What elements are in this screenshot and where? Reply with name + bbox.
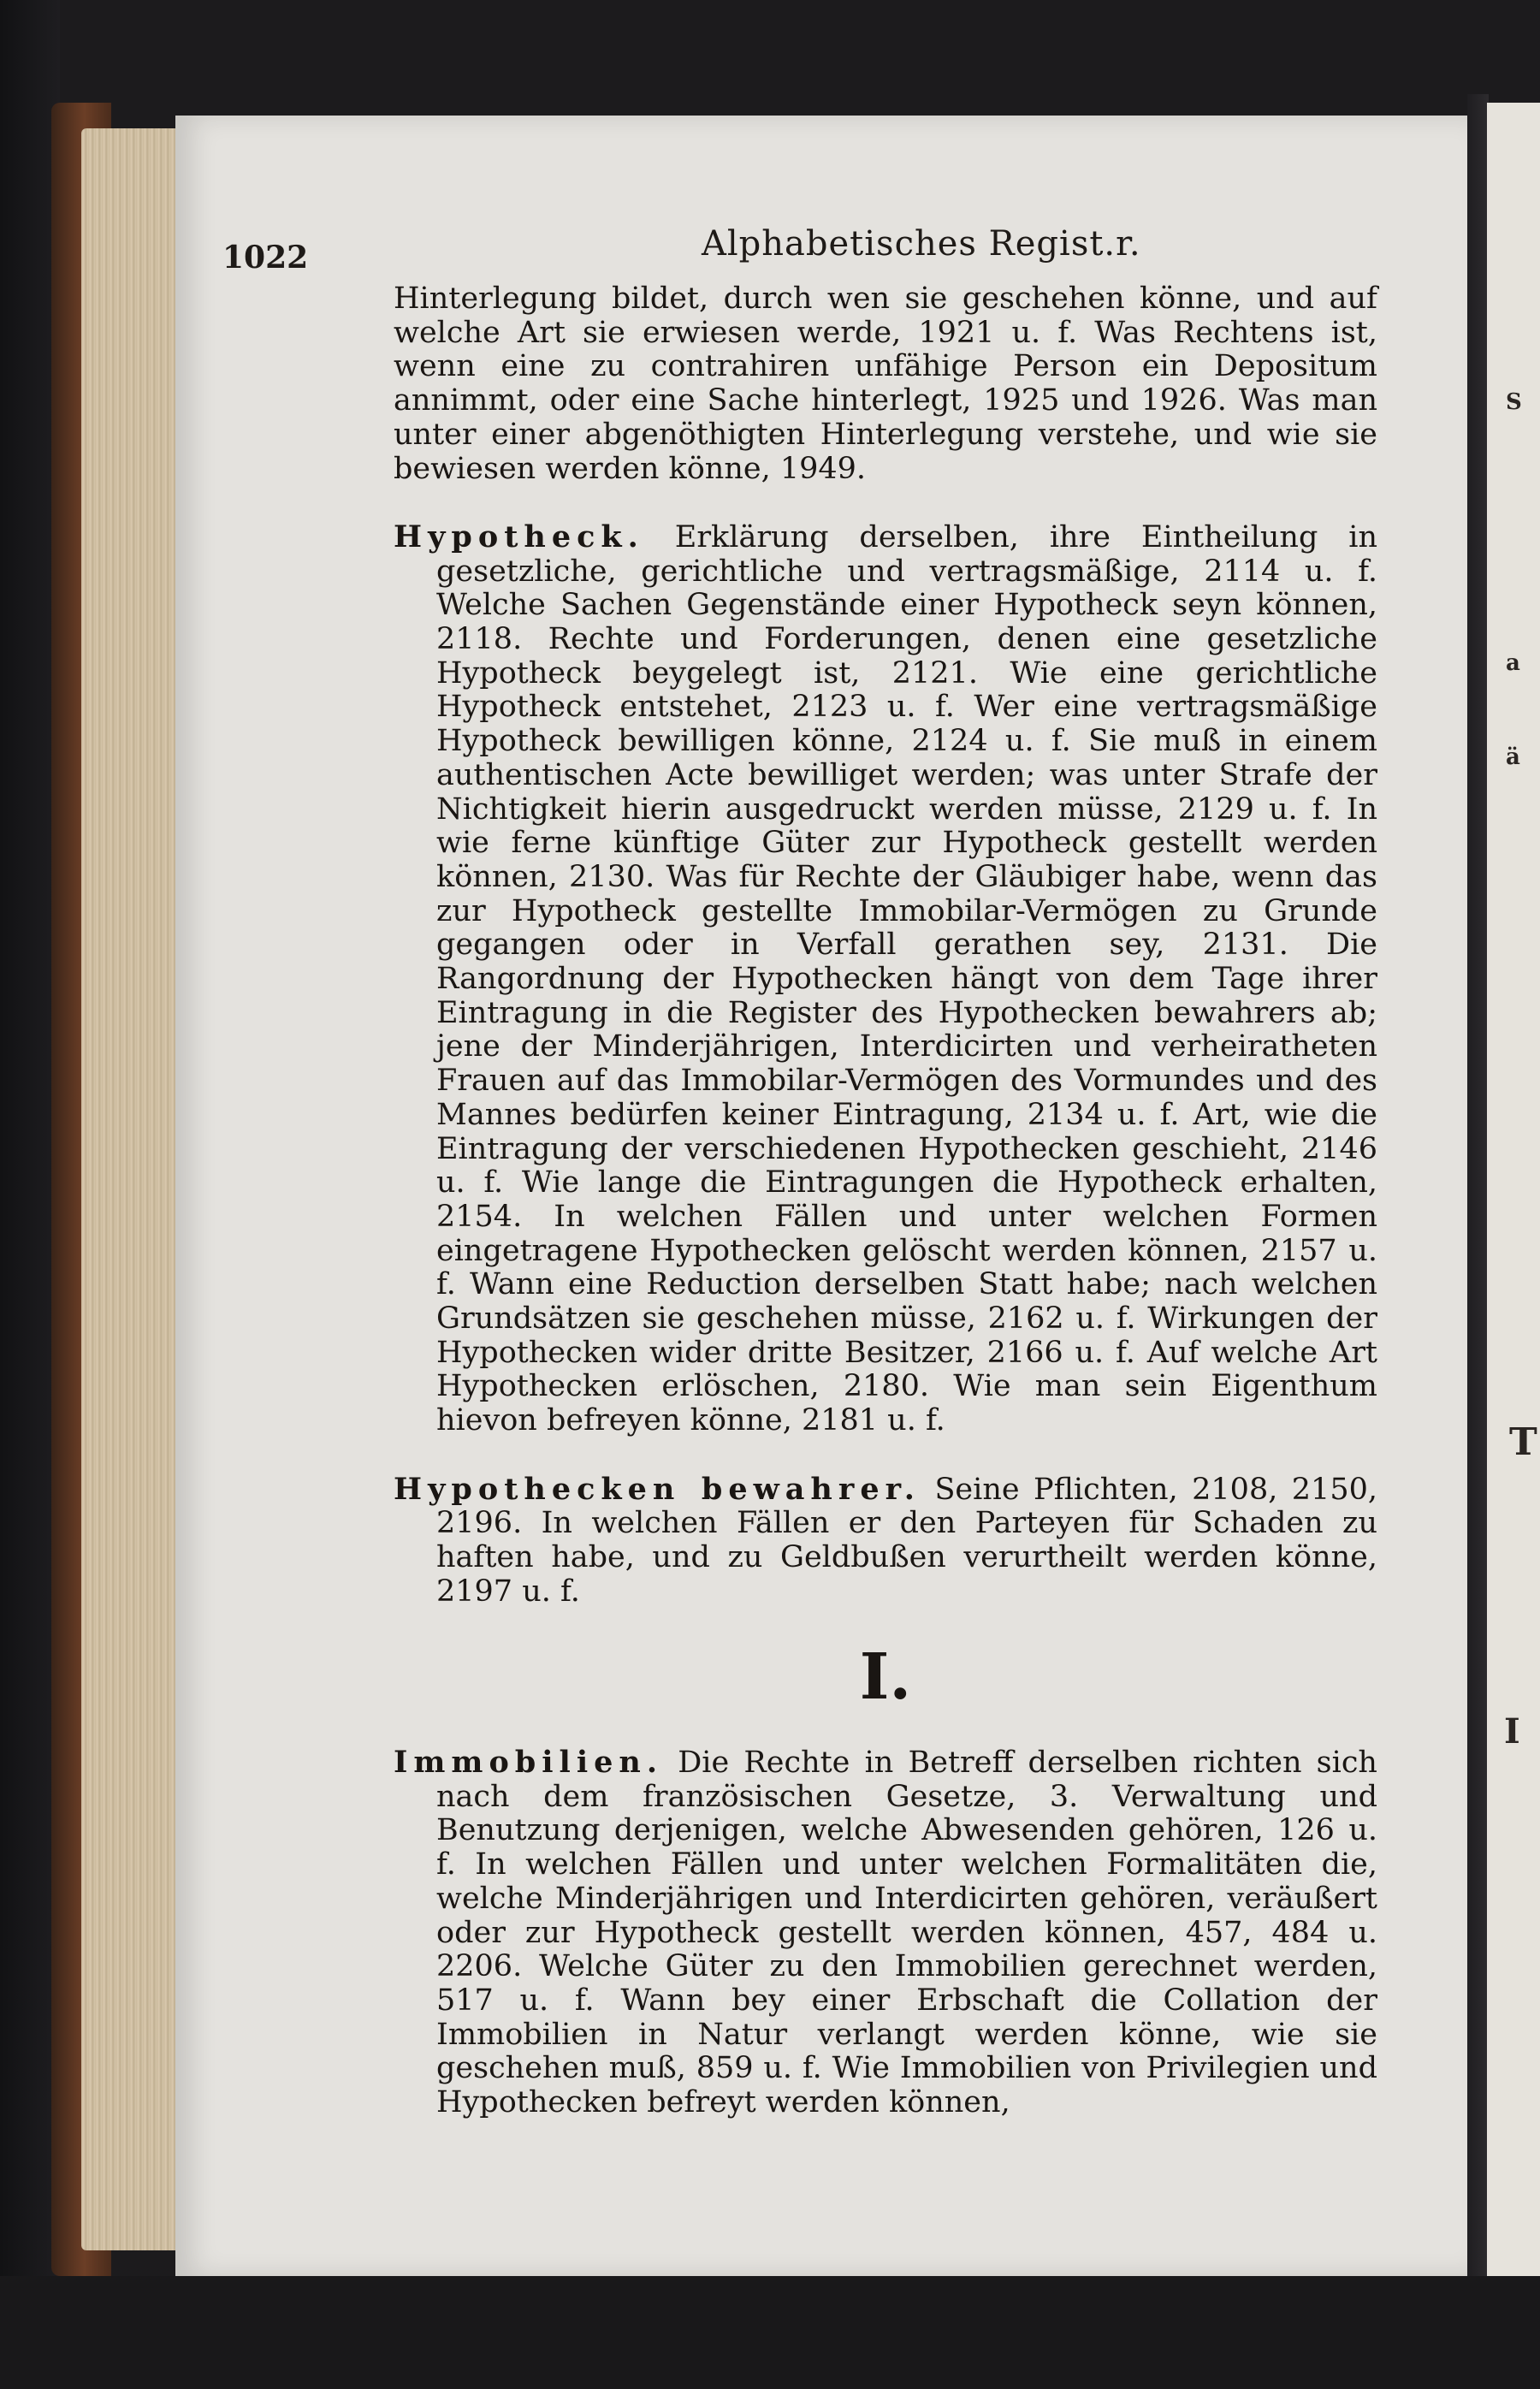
entry-headword: Immobilien. xyxy=(394,1745,664,1781)
facing-page-mark: T xyxy=(1509,1420,1537,1464)
index-entry xyxy=(394,1473,1377,1609)
facing-page-edge xyxy=(1487,103,1540,2293)
page-edges xyxy=(81,128,184,2250)
facing-page-mark: I xyxy=(1504,1711,1520,1752)
page-number: 1022 xyxy=(222,240,309,276)
index-entry xyxy=(394,520,1377,1438)
entry-text: Erklärung derselben, ihre Eintheilung in gesetzliche, gerichtliche und vertragsmäßige, 2114 u. f. Welche Sachen Gegenstände einer Hypotheck seyn können, 2118. Rechte und Forderungen, denen eine gesetzliche Hypotheck beygelegt ist, 2121. Wie eine gerichtliche Hypotheck entstehet, 2123 u. f. Wer eine vertragsmäßige Hypotheck bewilligen könne, 2124 u. f. Sie muß in einem authentischen Acte bewilliget werden; was unter Strafe der Nichtigkeit hierin ausgedruckt werden müsse, 2129 u. f. In wie ferne künftige Güter zur Hypotheck gestellt werden können, 2130. Was für Rechte der Gläubiger habe, wenn das zur Hypotheck gestellte Immobilar-Vermögen zu Grunde gegangen oder in Verfall gerathen sey, 2131. Die Rangordnung der Hypothecken hängt von dem Tage ihrer Eintragung in die Register des Hypothecken bewahrers ab; jene der Minderjährigen, Interdicirten und verheiratheten Frauen auf das Immobilar-Vermögen des Vormundes und des Mannes bedürfen keiner Eintragung, 2134 u. f. Art, wie die Eintragung der verschiedenen Hypothecken geschieht, 2146 u. f. Wie lange die Eintragungen die Hypotheck erhalten, 2154. In welchen Fällen und unter welchen Formen eingetragene Hypothecken gelöscht werden können, 2157 u. f. Wann eine Reduction derselben Statt habe; nach welchen Grundsätzen sie geschehen müsse, 2162 u. f. Wirkungen der Hypothecken wider dritte Besitzer, 2166 u. f. Auf welche Art Hypothecken erlöschen, 2180. Wie man sein Eigenthum hievon befreyen könne, 2181 u. f. xyxy=(436,519,1377,1438)
index-entry xyxy=(394,1746,1377,2120)
entry-text: Die Rechte in Betreff derselben richten sich nach dem französischen Gesetze, 3. Verwaltung und Benutzung derjenigen, welche Abwesenden gehören, 126 u. f. In welchen Fällen und unter welchen Formalitäten die, welche Minderjährigen und Interdicirten gehören, veräußert oder zur Hypotheck gestellt werden können, 457, 484 u. 2206. Welche Güter zu den Immobilien gerechnet werden, 517 u. f. Wann bey einer Erbschaft die Collation der Immobilien in Natur verlangt werden könne, wie sie geschehen muß, 859 u. f. Wie Immobilien von Privilegien und Hypothecken befreyt werden können, xyxy=(436,1746,1377,2120)
facing-page-mark: a xyxy=(1506,650,1520,676)
entry-text: Seine Pflichten, 2108, 2150, 2196. In welchen Fällen er den Parteyen für Schaden zu haften habe, und zu Geldbußen verurtheilt werden könne, 2197 u. f. xyxy=(436,1472,1377,1609)
section-letter-heading: I. xyxy=(859,1640,912,1715)
book-gutter xyxy=(1467,94,1489,2302)
entry-headword: Hypotheck. xyxy=(394,519,644,554)
index-entry xyxy=(394,282,1377,486)
index-text-block xyxy=(394,282,1377,2155)
running-head: Alphabetisches Regist.r. xyxy=(702,224,1141,264)
facing-page-mark: ä xyxy=(1506,744,1520,770)
background-bottom xyxy=(0,2276,1540,2389)
entry-headword: Hypothecken bewahrer. xyxy=(394,1471,921,1507)
entry-text: Hinterlegung bildet, durch wen sie geschehen könne, und auf welche Art sie erwiesen werde, 1921 u. f. Was Rechtens ist, wenn eine zu contrahiren unfähige Person ein Depositum annimmt, oder eine Sache hinterlegt, 1925 und 1926. Was man unter einer abgenöthigten Hinterlegung verstehe, und wie sie bewiesen werden könne, 1949. xyxy=(394,282,1377,486)
facing-page-mark: S xyxy=(1506,389,1522,415)
